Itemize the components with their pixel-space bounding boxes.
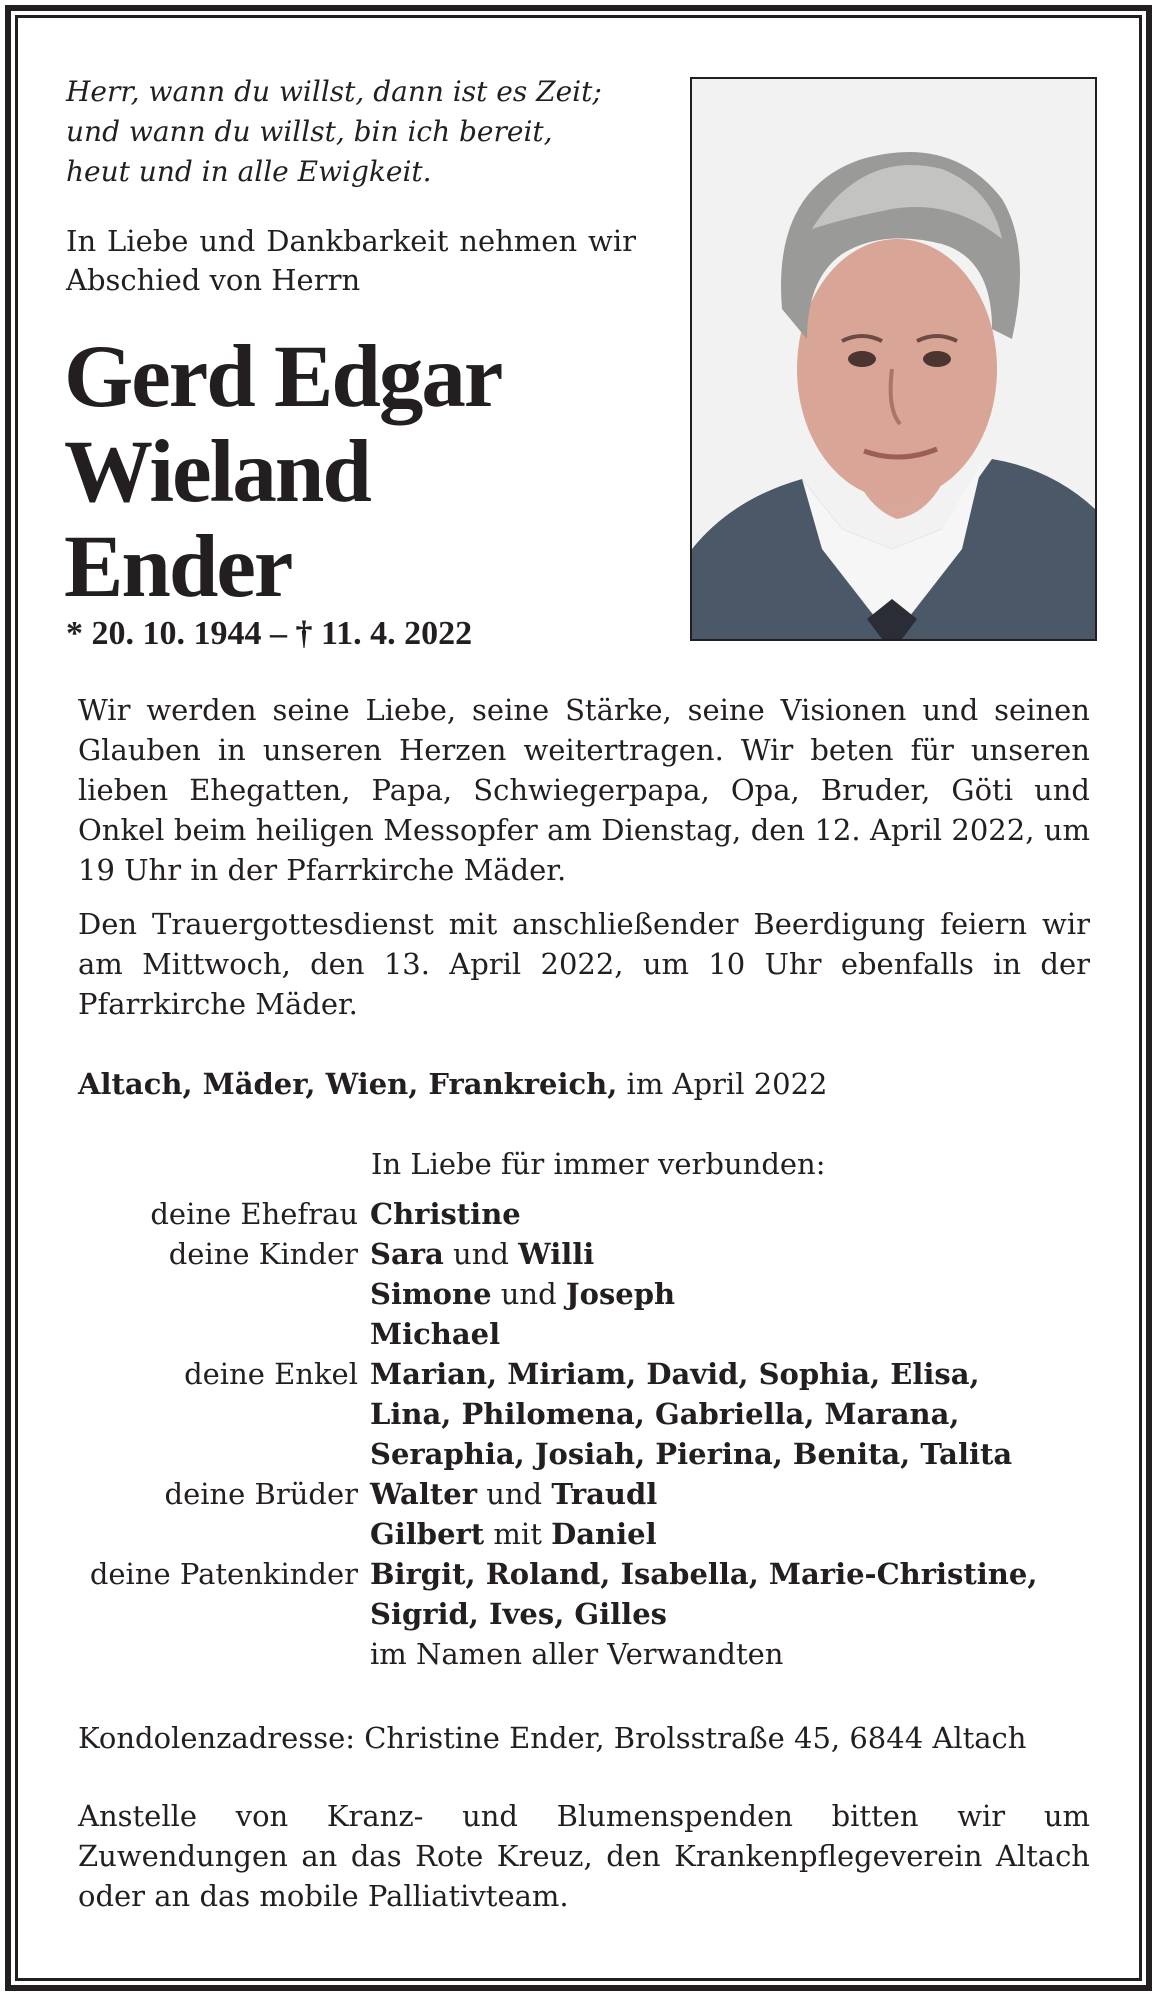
connector: und	[491, 1277, 566, 1311]
place-date	[78, 1064, 828, 1104]
relation-label: deine Patenkinder	[89, 1557, 358, 1591]
relation-label: deine Enkel	[184, 1357, 358, 1391]
memorial-paragraph: Wir werden seine Liebe, seine Stärke, seine Visionen und seinen Glauben in unseren Herzen weitertragen. Wir beten für unseren lieben Ehegatten, Papa, Schwiegerpapa, Opa, Bruder, Göti und Onkel beim heiligen Messopfer am Dienstag, den 12. April 2022, um 19 Uhr in der Pfarrkirche Mäder.	[78, 693, 1090, 887]
list-item	[50, 1634, 1110, 1674]
list-item	[50, 1394, 1110, 1434]
family-name: Daniel	[551, 1517, 657, 1551]
name-line: Gerd Edgar	[64, 328, 502, 426]
month-year: im April 2022	[617, 1067, 828, 1101]
list-item	[50, 1234, 1110, 1274]
relation-label: deine Brüder	[164, 1477, 358, 1511]
portrait-illustration	[692, 79, 1095, 639]
connector: und	[476, 1477, 552, 1511]
family-list	[50, 1194, 1110, 1674]
deceased-name	[64, 330, 664, 615]
family-name: Seraphia, Josiah, Pierina, Benita, Talita	[370, 1437, 1013, 1471]
family-name: Michael	[370, 1317, 501, 1351]
list-item	[50, 1354, 1110, 1394]
relation-label: deine Ehefrau	[150, 1197, 358, 1231]
family-name: Birgit, Roland, Isabella, Marie-Christine,	[370, 1557, 1038, 1591]
family-name: Sigrid, Ives, Gilles	[370, 1597, 667, 1631]
list-item	[50, 1594, 1110, 1634]
list-item	[50, 1554, 1110, 1594]
family-name: Walter	[370, 1477, 477, 1511]
condolence-address: Kondolenzadresse: Christine Ender, Brolsstraße 45, 6844 Altach	[78, 1721, 1027, 1755]
verse-line: und wann du willst, bin ich bereit,	[66, 115, 553, 148]
list-item	[50, 1314, 1110, 1354]
portrait-photo	[690, 77, 1097, 641]
family-name: Willi	[518, 1237, 595, 1271]
places: Altach, Mäder, Wien, Frankreich,	[78, 1067, 618, 1101]
list-item	[50, 1194, 1110, 1234]
farewell-line: In Liebe für immer verbunden:	[371, 1147, 826, 1181]
family-name: Gilbert	[370, 1517, 485, 1551]
family-name: Sara	[370, 1237, 444, 1271]
name-line: Wieland	[64, 423, 370, 521]
family-name: Lina, Philomena, Gabriella, Marana,	[370, 1397, 960, 1431]
verse-line: heut und in alle Ewigkeit.	[66, 155, 432, 188]
funeral-paragraph: Den Trauergottesdienst mit anschließender Beerdigung feiern wir am Mittwoch, den 13. April 2022, um 10 Uhr ebenfalls in der Pfarrkirche Mäder.	[78, 907, 1090, 1021]
family-name: Joseph	[565, 1277, 676, 1311]
list-item	[50, 1274, 1110, 1314]
family-name: Marian, Miriam, David, Sophia, Elisa,	[370, 1357, 980, 1391]
verse	[66, 72, 666, 192]
name-line: Ender	[64, 518, 292, 616]
list-item	[50, 1434, 1110, 1474]
connector: mit	[484, 1517, 552, 1551]
donation-note: Anstelle von Kranz- und Blumenspenden bitten wir um Zuwendungen an das Rote Kreuz, den Krankenpflegeverein Altach oder an das mobile Palliativteam.	[78, 1799, 1090, 1913]
verse-line: Herr, wann du willst, dann ist es Zeit;	[66, 75, 602, 108]
family-name: Traudl	[551, 1477, 658, 1511]
family-name: Simone	[370, 1277, 492, 1311]
relatives-note: im Namen aller Verwandten	[370, 1637, 784, 1671]
list-item	[50, 1514, 1110, 1554]
intro-text: In Liebe und Dankbarkeit nehmen wir Abschied von Herrn	[66, 224, 636, 297]
relation-label: deine Kinder	[168, 1237, 358, 1271]
list-item	[50, 1474, 1110, 1514]
connector: und	[443, 1237, 519, 1271]
family-name: Christine	[370, 1197, 521, 1231]
life-dates: * 20. 10. 1944 – † 11. 4. 2022	[66, 615, 473, 652]
